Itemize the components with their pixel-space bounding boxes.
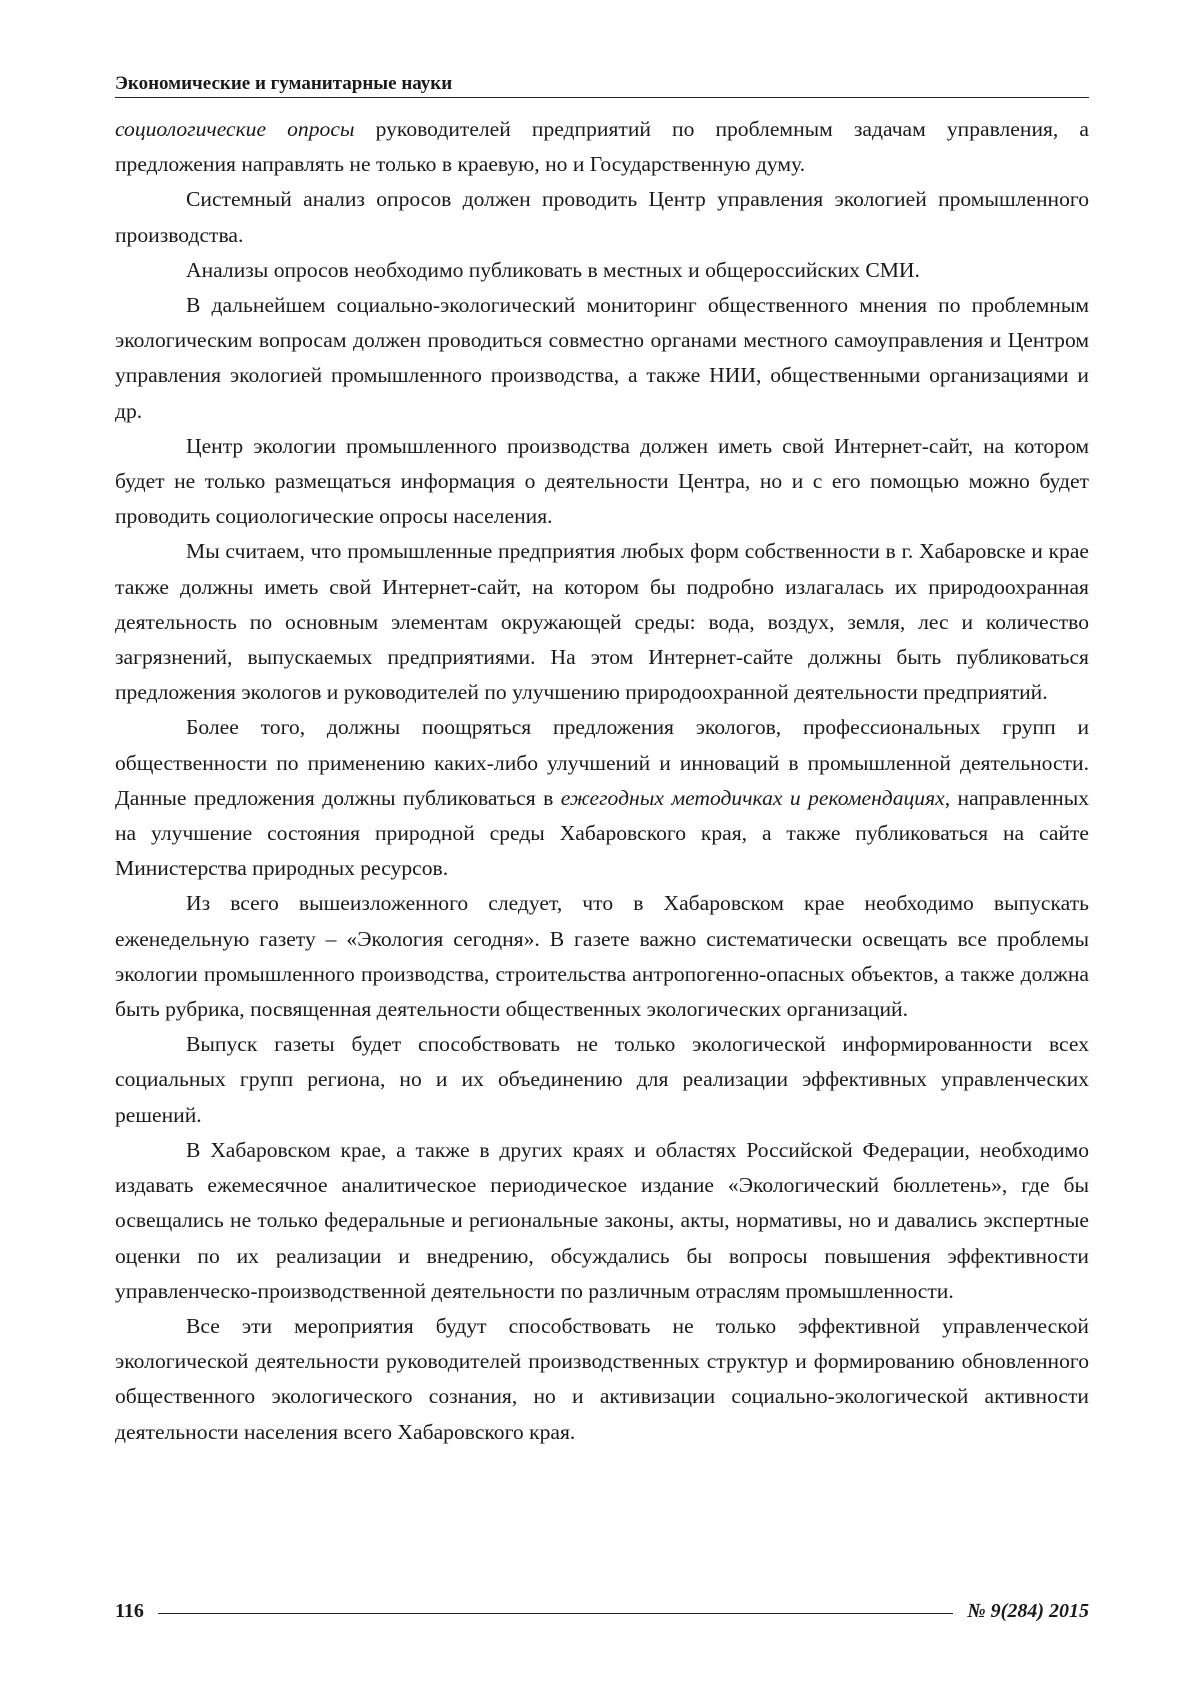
paragraph-1	[115, 112, 1089, 182]
paragraph-text: , направленных на улучшение состояния природной среды Хабаровского края, а также публиковаться на сайте Министерства природных ресурсов.	[115, 785, 1089, 881]
paragraph-4: В дальнейшем социально-экологический мониторинг общественного мнения по проблемным экологическим вопросам должен проводиться совместно органами местного самоуправления и Центром управления экологией промышленного производства, а также НИИ, общественными организациями и др.	[115, 293, 1089, 423]
footer-rule	[158, 1613, 953, 1614]
paragraph-6: Мы считаем, что промышленные предприятия любых форм собственности в г. Хабаровске и крае также должны иметь свой Интернет-сайт, на котором бы подробно излагалась их природоохранная деятельность по основным элементам окружающей среды: вода, воздух, земля, лес и количество загрязнений, выпускаемых предприятиями. На этом Интернет-сайте должны быть публиковаться предложения экологов и руководителей по улучшению природоохранной деятельности предприятий.	[115, 539, 1089, 705]
italic-phrase: ежегодных методичках и рекомендациях	[560, 785, 945, 810]
paragraph-5: Центр экологии промышленного производства должен иметь свой Интернет-сайт, на котором будет не только размещаться информация о деятельности Центра, но и с его помощью можно будет проводить социологические опросы населения.	[115, 433, 1089, 529]
paragraph-7	[115, 710, 1089, 886]
article-body	[115, 112, 1089, 1450]
paragraph-8: Из всего вышеизложенного следует, что в Хабаровском крае необходимо выпускать еженедельную газету – «Экология сегодня». В газете важно систематически освещать все проблемы экологии промышленного производства, строительства антропогенно-опасных объектов, а также должна быть рубрика, посвященная деятельности общественных экологических организаций.	[115, 891, 1089, 1022]
running-footer	[115, 1598, 1089, 1624]
paragraph-10: В Хабаровском крае, а также в других краях и областях Российской Федерации, необходимо издавать ежемесячное аналитическое периодическое издание «Экологический бюллетень», где бы освещались не только федеральные и региональные законы, акты, нормативы, но и давались экспертные оценки по их реализации и внедрению, обсуждались бы вопросы повышения эффективности управленческо-производственной деятельности по различным отраслям промышленности.	[115, 1137, 1089, 1303]
journal-section-title: Экономические и гуманитарные науки	[115, 73, 453, 94]
page-number: 116	[115, 1600, 144, 1622]
paragraph-11: Все эти мероприятия будут способствовать не только эффективной управленческой экологической деятельности руководителей производственных структур и формированию обновленного общественного экологического сознания, но и активизации социально-экологической активности деятельности населения всего Хабаровского края.	[115, 1313, 1089, 1444]
paragraph-text: Более того, должны поощряться предложения экологов, профессиональных групп и общественности по применению каких-либо улучшений и инноваций в промышленной деятельности. Данные предложения должны публиковаться в	[115, 715, 1089, 810]
paragraph-9: Выпуск газеты будет способствовать не только экологической информированности всех социальных групп региона, но и их объединению для реализации эффективных управленческих решений.	[115, 1032, 1089, 1127]
paragraph-3: Анализы опросов необходимо публиковать в местных и общероссийских СМИ.	[186, 257, 920, 282]
paragraph-text: руководителей предприятий по проблемным задачам управления, а предложения направлять не только в краевую, но и Государственную думу.	[115, 117, 1089, 177]
italic-phrase: социологические опросы	[115, 117, 355, 141]
paragraph-2: Системный анализ опросов должен проводить Центр управления экологией промышленного производства.	[115, 187, 1089, 247]
issue-number: № 9(284) 2015	[967, 1600, 1089, 1622]
running-header	[115, 72, 1089, 98]
